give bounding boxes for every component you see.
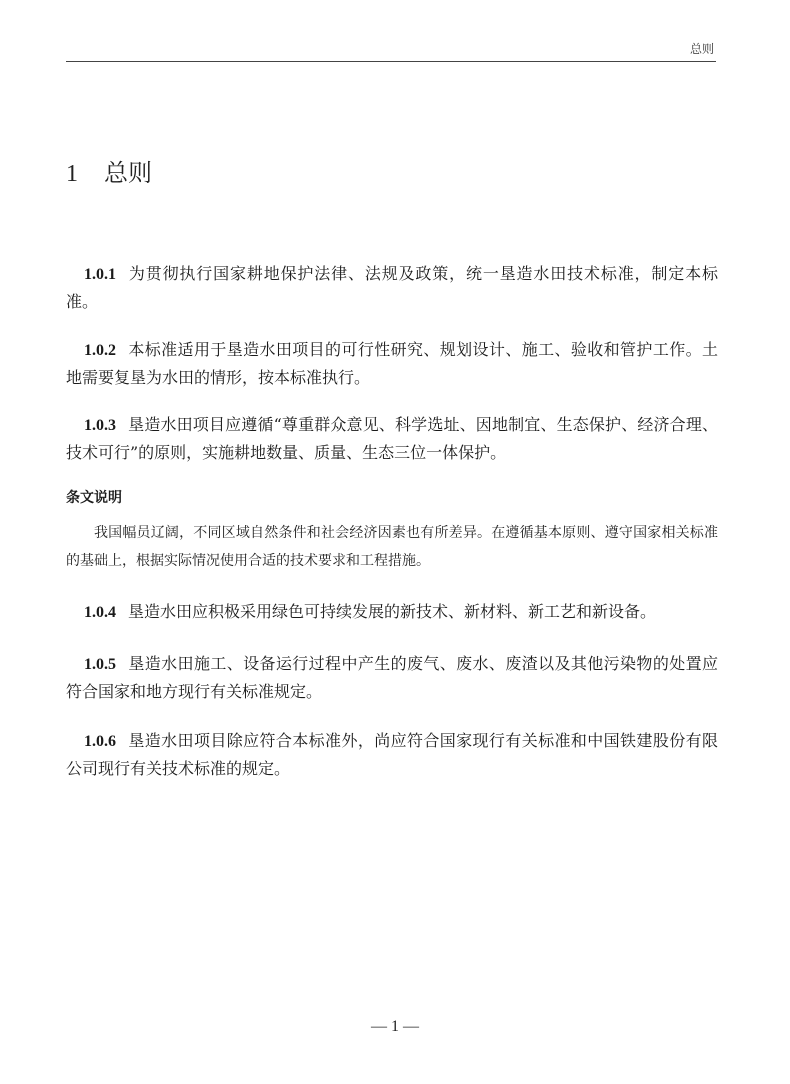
clause-text: 垦造水田项目除应符合本标准外，尚应符合国家现行有关标准和中国铁建股份有限公司现行有关技术标准的规定。 — [66, 731, 718, 778]
clause-1-0-4 — [66, 598, 718, 626]
clause-1-0-3 — [66, 411, 718, 466]
explanation-body: 我国幅员辽阔，不同区域自然条件和社会经济因素也有所差异。在遵循基本原则、遵守国家相关标准的基础上，根据实际情况使用合适的技术要求和工程措施。 — [66, 525, 718, 569]
clause-1-0-6 — [66, 727, 718, 782]
clause-number: 1.0.3 — [84, 417, 116, 434]
clause-text: 垦造水田项目应遵循“尊重群众意见、科学选址、因地制宜、生态保护、经济合理、技术可行”的原则，实施耕地数量、质量、生态三位一体保护。 — [66, 415, 718, 462]
explanation-title: 条文说明 — [66, 490, 122, 506]
chapter-title-text: 总则 — [104, 159, 152, 187]
clause-1-0-5 — [66, 650, 718, 705]
chapter-title — [66, 157, 152, 190]
header-rule — [66, 61, 716, 62]
clause-number: 1.0.4 — [84, 604, 116, 621]
page-number: — 1 — — [371, 1018, 419, 1035]
clause-number: 1.0.5 — [84, 656, 116, 673]
clause-text: 为贯彻执行国家耕地保护法律、法规及政策，统一垦造水田技术标准，制定本标准。 — [66, 264, 718, 311]
clause-number: 1.0.1 — [84, 266, 116, 283]
clause-number: 1.0.6 — [84, 733, 116, 750]
clause-number: 1.0.2 — [84, 342, 116, 359]
clause-text: 本标准适用于垦造水田项目的可行性研究、规划设计、施工、验收和管护工作。土地需要复垦为水田的情形，按本标准执行。 — [66, 340, 718, 387]
clause-text: 垦造水田应积极采用绿色可持续发展的新技术、新材料、新工艺和新设备。 — [128, 602, 657, 621]
clause-1-0-2 — [66, 336, 718, 391]
running-head: 总则 — [689, 42, 714, 56]
chapter-number: 1 — [66, 161, 78, 187]
clause-1-0-1 — [66, 260, 718, 315]
clause-text: 垦造水田施工、设备运行过程中产生的废气、废水、废渣以及其他污染物的处置应符合国家和地方现行有关标准规定。 — [66, 654, 718, 701]
